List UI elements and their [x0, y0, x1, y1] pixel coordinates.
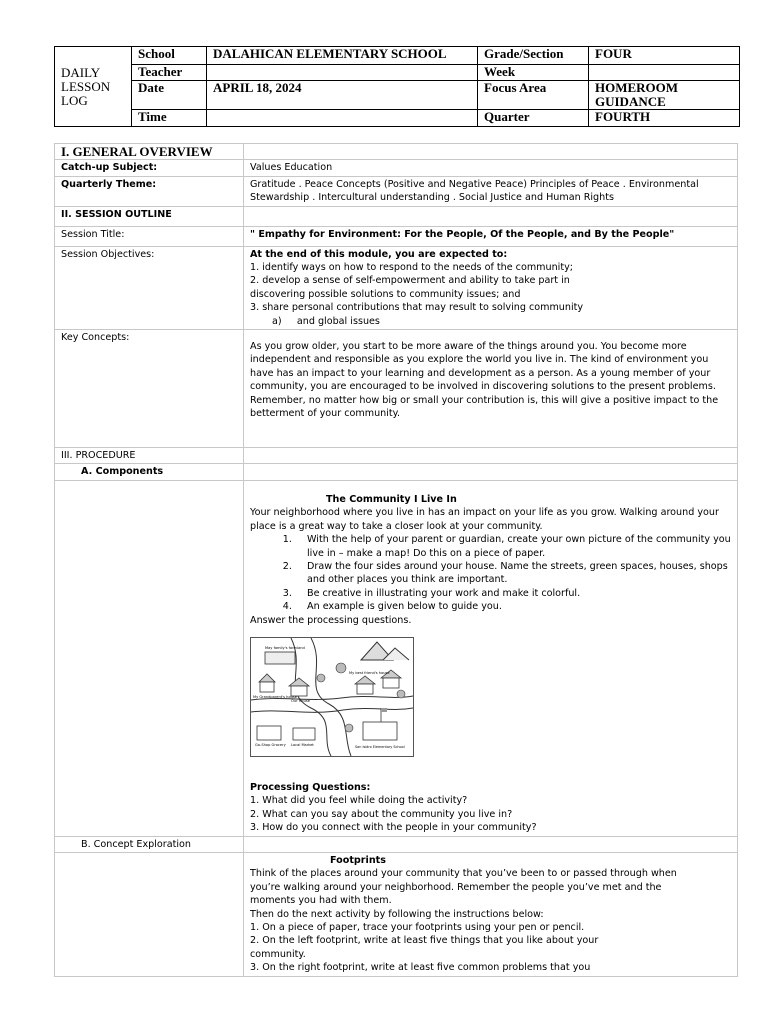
daily-lesson-log-label: DAILY LESSON LOG [55, 47, 132, 127]
processing-question: 2. What can you say about the community you live in? [250, 808, 513, 820]
map-label: My Grandparent's house [253, 694, 298, 699]
map-label: San Isidro Elementary School [355, 744, 405, 749]
map-label: May family's farmland [265, 645, 305, 650]
procedure-title: III. PROCEDURE [55, 448, 244, 464]
teacher-label: Teacher [132, 65, 207, 81]
week-label: Week [478, 65, 589, 81]
footprints-text: Think of the places around your community that you’ve been to or passed through when you’re walking around your neighborhood. Remember the people you’ve met and the moments you had with them. [250, 868, 677, 907]
map-label: Go-Shop Grocery [255, 742, 286, 747]
objective-subitem: a) and global issues [272, 315, 380, 327]
footprints-step: 1. On a piece of paper, trace your footprints using your pen or pencil. [250, 922, 585, 933]
time-label: Time [132, 110, 207, 127]
session-title-value: " Empathy for Environment: For the People, Of the People, and By the People" [244, 226, 738, 246]
objective-line: discovering possible solutions to community issues; and [250, 288, 521, 300]
week-value [589, 65, 740, 81]
concept-exploration-label: B. Concept Exploration [55, 836, 244, 852]
footprints-step: 2. On the left footprint, write at least five things that you like about your [250, 935, 599, 947]
session-outline-title: II. SESSION OUTLINE [55, 206, 244, 226]
session-objectives [244, 246, 738, 329]
quarterly-theme-value: Gratitude . Peace Concepts (Positive and Negative Peace) Principles of Peace . Environmental Stewardship . Intercultural understanding . Social Justice and Human Rights [244, 176, 738, 206]
footprints-step: 3. On the right footprint, write at least five common problems that you [250, 962, 591, 974]
date-value: APRIL 18, 2024 [207, 81, 478, 110]
objective-line: 1. identify ways on how to respond to the needs of the community; [250, 262, 574, 274]
quarterly-theme-label: Quarterly Theme: [55, 176, 244, 206]
map-label: My best friend's house [349, 670, 390, 675]
footprints-instructions: Then do the next activity by following the instructions below: [250, 908, 544, 920]
teacher-value [207, 65, 478, 81]
session-objectives-label: Session Objectives: [55, 246, 244, 329]
processing-question: 3. How do you connect with the people in your community? [250, 822, 537, 834]
activity-title: The Community I Live In [326, 493, 457, 505]
quarter-label: Quarter [478, 110, 589, 127]
map-label: Local Market [291, 742, 314, 747]
processing-question: 1. What did you feel while doing the activity? [250, 795, 468, 807]
grade-section-label: Grade/Section [478, 47, 589, 65]
activity-steps [250, 533, 731, 613]
objective-line: 3. share personal contributions that may result to solving community [250, 302, 584, 314]
quarter-value: FOURTH [589, 110, 740, 127]
activity-step: 1. With the help of your parent or guardian, create your own picture of the community you live in – make a map! Do this on a piece of paper. [295, 533, 731, 560]
date-label: Date [132, 81, 207, 110]
footprints-title: Footprints [330, 854, 386, 866]
community-map-illustration [250, 637, 414, 757]
processing-questions-title: Processing Questions: [250, 781, 371, 793]
school-label: School [132, 47, 207, 65]
footprints-step: community. [250, 948, 306, 960]
activity-step: 4. An example is given below to guide you. [295, 600, 731, 613]
key-concepts-label: Key Concepts: [55, 330, 244, 448]
map-label: Our House [291, 698, 310, 703]
time-value [207, 110, 478, 127]
activity-step: 2. Draw the four sides around your house. Name the streets, green spaces, houses, shops and other places you think are important. [295, 560, 731, 587]
school-value: DALAHICAN ELEMENTARY SCHOOL [207, 47, 478, 65]
key-concepts-text: As you grow older, you start to be more aware of the things around you. You become more independent and responsible as you explore the world you live in. The kind of environment you have has an impact to your learning and development as a person. As a young member of your community, you are encouraged to be involved in discovering solutions to the present problems. Remember, no matter how big or small your contribution is, this will give a positive impact to the betterment of your community. [244, 330, 738, 448]
lesson-table [54, 143, 738, 977]
catchup-subject-value: Values Education [244, 160, 738, 176]
focus-area-value: HOMEROOM GUIDANCE [589, 81, 740, 110]
focus-area-label: Focus Area [478, 81, 589, 110]
footprints-activity [244, 852, 738, 976]
grade-section-value: FOUR [589, 47, 740, 65]
answer-text: Answer the processing questions. [250, 614, 412, 626]
general-overview-title: I. GENERAL OVERVIEW [55, 144, 244, 160]
objectives-intro: At the end of this module, you are expected to: [250, 248, 508, 260]
catchup-subject-label: Catch-up Subject: [55, 160, 244, 176]
community-activity [244, 480, 738, 836]
activity-step: 3. Be creative in illustrating your work and make it colorful. [295, 587, 731, 600]
session-title-label: Session Title: [55, 226, 244, 246]
header-table [54, 46, 740, 127]
components-label: A. Components [55, 464, 244, 480]
objective-line: 2. develop a sense of self-empowerment and ability to take part in [250, 275, 570, 287]
activity-intro: Your neighborhood where you live in has an impact on your life as you grow. Walking around your place is a great way to take a closer look at your community. [250, 507, 719, 532]
